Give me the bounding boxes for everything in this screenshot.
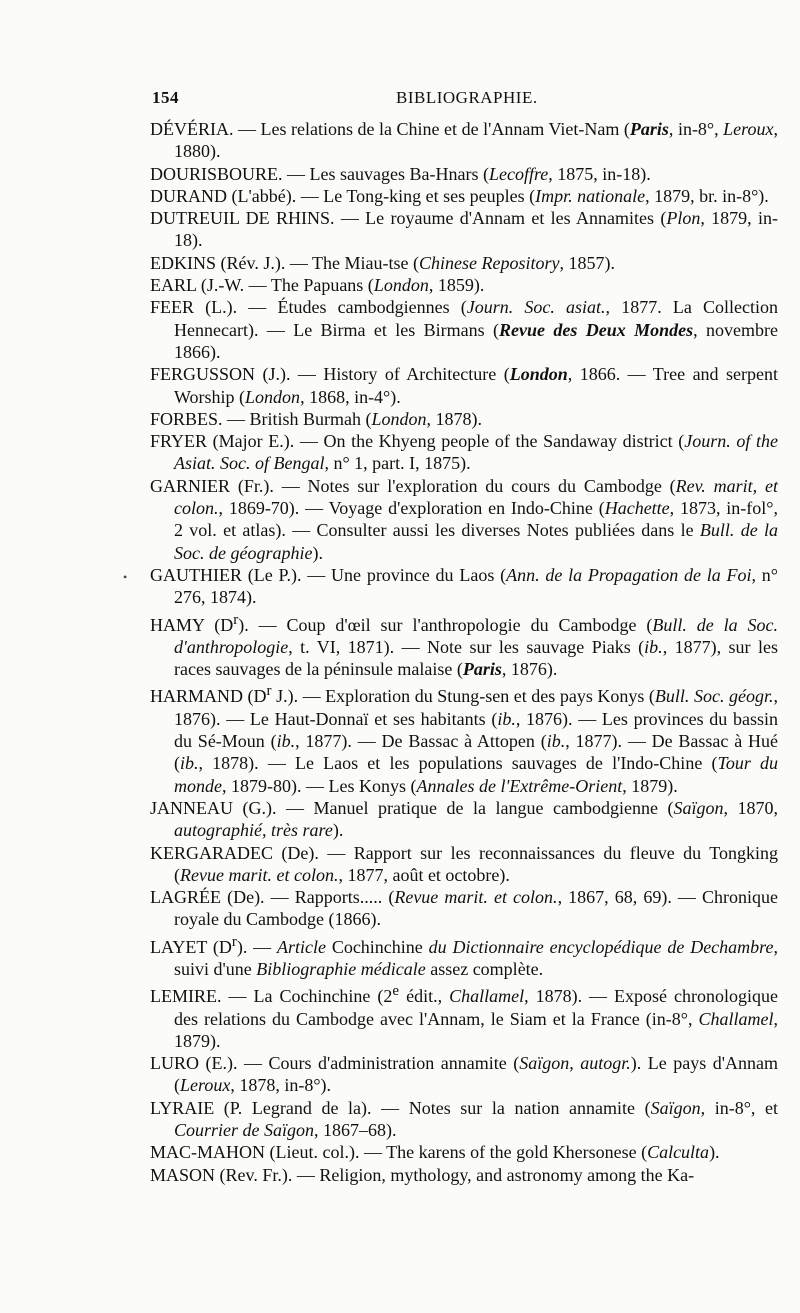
entry-text-fragment: GAUTHIER (Le P.). — Une province du Laos ( [150,564,507,585]
bibliography-entry [150,842,778,887]
entry-text-fragment: EARL (J.-W. — The Papuans ( [150,275,374,296]
entry-text-fragment: Revue des Deux Mondes [499,319,694,340]
entry-text-fragment: Annales de l'Extrême-Orient [416,775,623,796]
entry-text-fragment: DOURISBOURE. — Les sauvages Ba-Hnars ( [150,163,489,184]
entry-text-fragment: , 1879). [622,775,678,796]
entry-text-fragment: , 1868, in-4°). [300,386,401,407]
entry-text-fragment: , 1870, [723,797,778,818]
entry-text-fragment: ). [312,542,323,563]
entry-text-fragment: Saïgon [650,1097,701,1118]
bibliography-entry [150,886,778,931]
bibliography-entry [150,475,778,564]
entry-text-fragment: Leroux [180,1075,231,1096]
bibliography-entry [150,252,778,274]
entry-text-fragment: KERGARADEC (De). — Rapport sur les reconnaissances du fleuve du Tongking ( [150,842,778,885]
running-head: BIBLIOGRAPHIE. [396,88,538,107]
entry-text-fragment: JANNEAU (G.). — Manuel pratique de la langue cambodgienne ( [150,797,674,818]
entry-text-fragment: DURAND (L'abbé). — Le Tong-king et ses peuples ( [150,185,536,206]
entry-text-fragment: Hachette [604,498,670,519]
entry-text-fragment: Rev. marit, et colon. [174,475,778,519]
bibliography-entry [150,1052,778,1097]
bibliography-entry [150,296,778,363]
entry-text-fragment: , 1867, 68, 69). — Chronique royale du Cambodge (1866). [174,887,779,930]
entry-text-fragment: , 1859). [428,275,485,296]
entry-text-fragment: , 1869-70). — Voyage d'exploration en Indo-Chine ( [218,498,605,519]
entry-text-fragment: LAGRÉE (De). — Rapports..... ( [150,887,395,908]
entry-text-fragment: ib. [497,708,516,729]
entry-text-fragment: London [371,408,427,429]
entry-text-fragment: Courrier de Saïgon [174,1120,315,1141]
entry-text-fragment: ). — [236,936,277,957]
entry-text-fragment: , novembre 1866). [174,319,778,362]
entry-text-fragment: MASON (Rev. Fr.). — Religion, mythology, and astronomy among the Ka- [150,1164,695,1185]
entry-text-fragment: , 1876). — Le Haut-Donnaï et ses habitants ( [174,686,778,729]
entry-text-fragment: ib. [180,753,199,774]
entry-text-fragment: Leroux [723,119,774,139]
bibliography-entry [150,1141,778,1163]
entry-text-fragment: Bull. de la Soc. de géographie [174,520,778,563]
entry-text-fragment: HARMAND (D [150,686,267,707]
entry-text-fragment: assez complète. [425,958,544,979]
entry-text-fragment: Saïgon, autogr. [519,1053,631,1074]
entry-text-fragment: ib. [546,731,566,752]
entry-text-fragment: FRYER (Major E.). — On the Khyeng people of the Sandaway district ( [150,431,685,452]
bibliography-entry [150,931,778,981]
entry-text-fragment: , 1879). [174,1008,778,1051]
entry-text-fragment: London [245,386,301,407]
entry-text-fragment: LAYET (D [150,936,232,957]
page-number: 154 [152,88,179,107]
entry-text-fragment: , 1879, in-18). [174,208,778,251]
entry-text-fragment: MAC-MAHON (Lieut. col.). — The karens of the gold Khersonese ( [150,1142,648,1163]
bibliography-entry [150,680,778,796]
entry-text-fragment: Bibliographie médicale [256,958,426,979]
entry-text-fragment: Cochinchine [325,936,429,957]
entry-text-fragment: EDKINS (Rév. J.). — The Miau-tse ( [150,252,419,273]
entry-text-fragment: LYRAIE (P. Legrand de la). — Notes sur la nation annamite ( [150,1097,651,1118]
entry-text-fragment: London [373,275,429,296]
entry-text-fragment: , n° 1, part. I, 1875). [324,453,471,474]
entry-text-fragment: , 1878). — Le Laos et les populations sauvages de l'Indo-Chine ( [198,753,718,774]
entry-text-fragment: , 1866. — Tree and serpent Worship ( [174,364,778,407]
entry-text-fragment: autographié, très rare [174,820,333,841]
entry-text-fragment: Paris [629,119,669,139]
entry-text-fragment: LURO (E.). — Cours d'administration annamite ( [150,1053,520,1074]
bibliography-entry [150,363,778,408]
page-header [152,88,772,112]
entry-text-fragment: ). Le pays d'Annam ( [174,1053,778,1096]
entry-text-fragment: , 1877), sur les races sauvages de la péninsule malaise ( [174,636,778,680]
bibliography-entry [150,118,778,163]
entry-text-fragment: Revue marit. et colon. [394,887,558,908]
entry-text-fragment: Bull. de la Soc. d'anthropologie [174,614,779,657]
entry-text-fragment: , 1878). [426,408,483,429]
entry-text-fragment: , 1873, in-fol°, 2 vol. et atlas). — Consulter aussi les diverses Notes publiées dans le [174,498,778,541]
entry-text-fragment: Tour du monde [174,753,778,796]
entry-text-fragment: ). — Coup d'œil sur l'anthropologie du Cambodge ( [238,614,653,635]
entry-text-fragment: , t. VI, 1871). — Note sur les sauvage Piaks ( [288,636,645,657]
entry-text-fragment: , 1879-80). — Les Konys ( [222,775,417,796]
bibliography-entry [150,430,778,475]
bibliography-entry [150,797,778,842]
entry-text-fragment: édit., [399,986,450,1007]
entry-text-fragment: LEMIRE. — La Cochinchine (2 [150,986,393,1007]
entry-text-fragment: DUTREUIL DE RHINS. — Le royaume d'Annam et les Annamites ( [150,208,667,229]
entry-text-fragment: FERGUSSON (J.). — History of Architecture ( [150,364,510,385]
bibliography-entry [150,408,778,430]
bibliography-entry [150,980,778,1052]
entry-text-fragment: , n° 276, 1874). [174,564,779,608]
bibliography-entry [150,609,778,681]
entry-text-fragment: Chinese Repository [418,252,560,273]
entry-text-fragment: Challamel [449,986,525,1007]
entry-text-fragment: Bull. Soc. géogr. [654,686,774,707]
entry-text-fragment: r [266,683,272,700]
entry-text-fragment: , 1857). [559,252,615,273]
entry-text-fragment: , 1876). — Les provinces du bassin du Sé-Moun ( [174,708,779,752]
entry-text-fragment: FEER (L.). — Études cambodgiennes ( [150,297,467,318]
entry-text-fragment: , in-8°, [668,119,724,139]
entry-text-fragment: , 1877). — De Bassac à Hué ( [174,731,778,774]
entry-text-fragment: , 1877). — De Bassac à Attopen ( [295,731,547,752]
entry-text-fragment: Journ. Soc. asiat. [466,297,606,318]
bibliography-entry [150,185,778,207]
entry-text-fragment: Calculta [647,1142,710,1163]
bibliography-entry [150,1164,778,1186]
bibliography-entries [150,118,778,1186]
entry-text-fragment: London [509,364,568,385]
entry-text-fragment: Ann. de la Propagation de la Foi [506,564,752,585]
entry-text-fragment: Saïgon [673,797,724,818]
entry-text-fragment: , 1879, br. in-8°). [645,185,769,206]
bibliography-entry [150,274,778,296]
entry-text-fragment: DÉVÉRIA. — Les relations de la Chine et de l'Annam Viet-Nam ( [150,119,630,139]
entry-text-fragment: , 1878, in-8°). [230,1075,332,1096]
entry-text-fragment: , 1880). [174,119,778,162]
entry-text-fragment: GARNIER (Fr.). — Notes sur l'exploration du cours du Cambodge ( [150,475,676,496]
entry-text-fragment: Plon [666,208,701,229]
entry-text-fragment: Paris [462,659,502,680]
bibliography-entry [150,207,778,252]
entry-text-fragment: Lecoffre [488,163,549,184]
entry-text-fragment: du Dictionnaire encyclopédique de Dechambre [428,936,774,957]
entry-text-fragment: J.). — Exploration du Stung-sen et des pays Konys ( [271,686,655,707]
entry-text-fragment: r [231,933,237,950]
entry-text-fragment: Article [277,936,326,957]
entry-text-fragment: e [392,983,400,1000]
entry-text-fragment: ). [332,820,344,841]
entry-text-fragment: ib. [276,731,296,752]
entry-text-fragment: HAMY (D [150,614,234,635]
entry-text-fragment: Journ. of the Asiat. Soc. of Bengal [174,431,778,474]
entry-text-fragment: , 1875, in-18). [548,163,651,184]
stray-mark: • [123,570,128,584]
entry-text-fragment: , 1876). [501,659,558,680]
entry-text-fragment: r [233,611,239,628]
bibliography-entry [150,564,778,609]
entry-text-fragment: FORBES. — British Burmah ( [150,408,372,429]
entry-text-fragment: , 1877, août et octobre). [338,864,510,885]
entry-text-fragment: , 1878). — Exposé chronologique des relations du Cambodge avec l'Annam, le Siam et la France (in-8°, [174,986,778,1029]
entry-text-fragment: Impr. nationale [535,185,646,206]
entry-text-fragment: Revue marit. et colon. [180,864,339,885]
entry-text-fragment: , in-8°, et [700,1097,778,1118]
bibliography-entry [150,163,778,185]
entry-text-fragment: , 1877. La Collection Hennecart). — Le Birma et les Birmans ( [174,297,778,340]
bibliography-entry [150,1097,778,1142]
entry-text-fragment: ib. [644,636,663,657]
entry-text-fragment: , suivi d'une [174,936,778,979]
entry-text-fragment: , 1867–68). [314,1120,397,1141]
entry-text-fragment: Challamel [698,1008,774,1029]
entry-text-fragment: ). [709,1142,720,1163]
